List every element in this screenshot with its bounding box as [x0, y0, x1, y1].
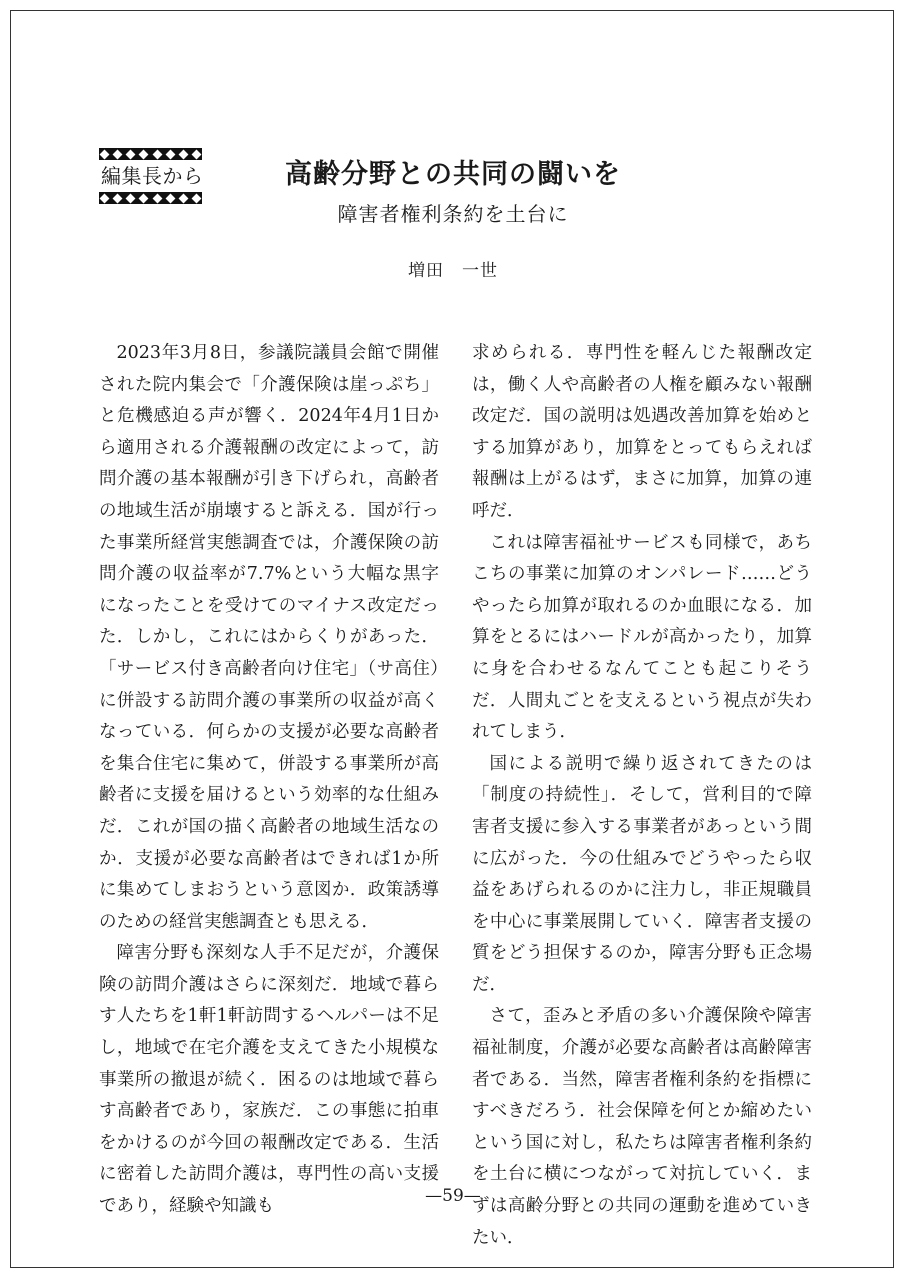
page-number: —59—	[425, 1186, 481, 1206]
paragraph: 求められる．専門性を軽んじた報酬改定は，働く人や高齢者の人権を顧みない報酬改定だ．国の説明は処遇改善加算を始めとする加算があり，加算をとってもらえれば報酬は上がるはず，まさに加算，加算の連呼だ．	[472, 343, 812, 521]
author-name: 増田 一世	[408, 261, 498, 281]
article-subtitle: 障害者権利条約を土台に	[337, 202, 569, 226]
paragraph: 国による説明で繰り返されてきたのは「制度の持続性」．そして，営利目的で障害者支援に参入する事業者があっという間に広がった．今の仕組みでどうやったら収益をあげられるのかに注力し，非正規職員を中心に事業展開していく．障害者支援の質をどう担保するのか，障害分野も正念場だ．	[472, 753, 812, 995]
right-column	[472, 338, 812, 1254]
paragraph: 障害分野も深刻な人手不足だが，介護保険の訪問介護はさらに深刻だ．地域で暮らす人たちを1軒1軒訪問するヘルパーは不足し，地域で在宅介護を支えてきた小規模な事業所の撤退が続く．困るのは地域で暮らす高齢者であり，家族だ．この事態に拍車をかけるのが今回の報酬改定である．生活に密着した訪問介護は，専門性の高い支援であり，経験や知識も	[99, 943, 439, 1217]
paragraph: さて，歪みと矛盾の多い介護保険や障害福祉制度，介護が必要な高齢者は高齢障害者である．当然，障害者権利条約を指標にすべきだろう．社会保障を何とか縮めたいという国に対し，私たちは障害者権利条約を土台に横につながって対抗していく．まずは高齢分野との共同の運動を進めていきたい．	[472, 1006, 812, 1248]
paragraph: これは障害福祉サービスも同様で，あちこちの事業に加算のオンパレード……どうやったら加算が取れるのか血眼になる．加算をとるにはハードルが高かったり，加算に身を合わせるなんてことも起こりそうだ．人間丸ごとを支えるという視点が失われてしまう．	[472, 532, 812, 743]
article-title: 高齢分野との共同の闘いを	[285, 159, 621, 190]
badge-label: 編集長から	[101, 164, 204, 188]
left-column	[99, 338, 439, 1223]
paragraph: 2023年3月8日，参議院議員会館で開催された院内集会で「介護保険は崖っぷち」と危機感迫る声が響く．2024年4月1日から適用される介護報酬の改定によって，訪問介護の基本報酬が引き下げられ，高齢者の地域生活が崩壊すると訴える．国が行った事業所経営実態調査では，介護保険の訪問介護の収益率が7.7%という大幅な黒字になったことを受けてのマイナス改定だった．しかし，これにはからくりがあった．「サービス付き高齢者向け住宅」（サ高住）に併設する訪問介護の事業所の収益が高くなっている．何らかの支援が必要な高齢者を集合住宅に集めて，併設する事業所が高齢者に支援を届けるという効率的な仕組みだ．これが国の描く高齢者の地域生活なのか．支援が必要な高齢者はできれば1か所に集めてしまおうという意図か．政策誘導のための経営実態調査とも思える．	[99, 343, 439, 932]
